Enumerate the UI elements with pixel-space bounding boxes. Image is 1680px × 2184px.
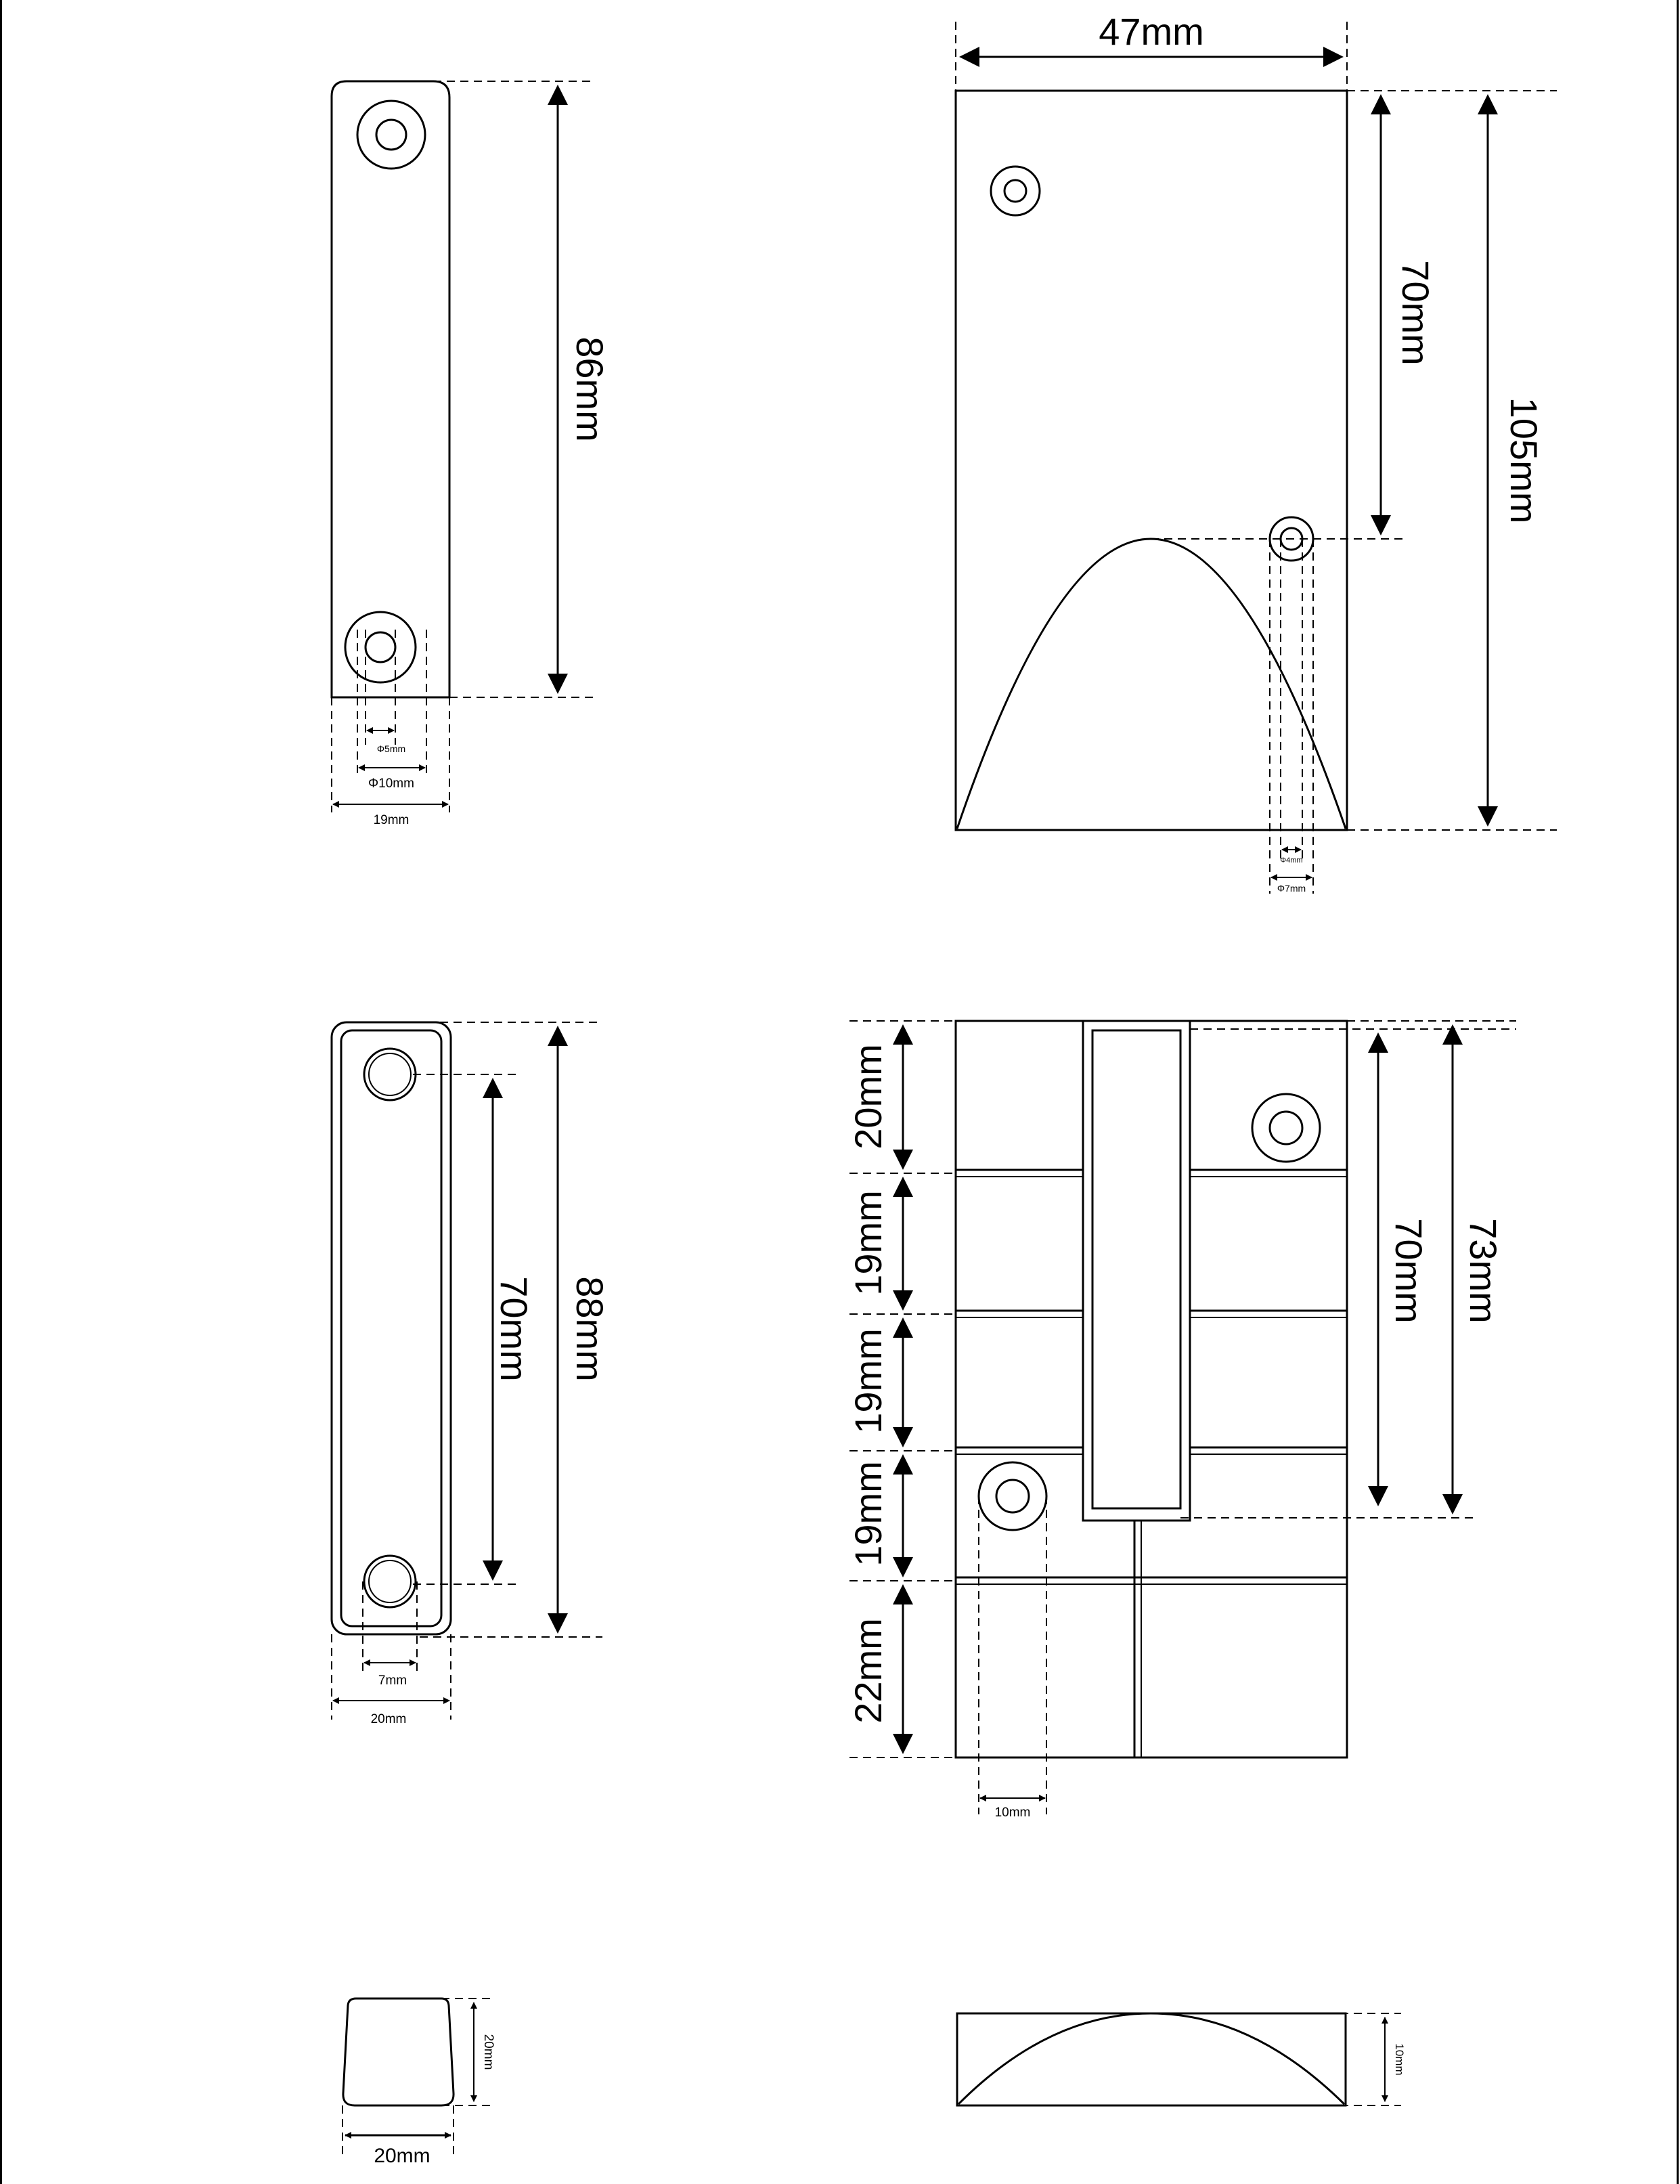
- height-label: 105mm: [1503, 397, 1545, 524]
- segment-5-label: 22mm: [847, 1618, 889, 1724]
- magnet-inner-body: [341, 1030, 441, 1626]
- height-label: 20mm: [481, 2034, 495, 2070]
- mounted-view: [847, 1021, 1516, 1820]
- segment-3-label: 19mm: [847, 1328, 889, 1434]
- hole-offset-label: 10mm: [994, 1806, 1031, 1820]
- top-hole-outer: [364, 1049, 416, 1100]
- mounted-outline: [956, 1021, 1347, 1757]
- hole-spacing-label: 70mm: [1388, 1218, 1430, 1324]
- bottom-hole-outer: [345, 612, 416, 682]
- end-view-left-body: [343, 1999, 454, 2105]
- side-view-body: [332, 81, 449, 697]
- upper-hole-outer: [1252, 1094, 1320, 1162]
- hole-spacing-label: 70mm: [1394, 260, 1437, 366]
- inner-hole-label: Φ4mm: [1280, 856, 1303, 865]
- lower-hole-outer: [979, 1462, 1046, 1530]
- segment-4-label: 19mm: [847, 1461, 889, 1567]
- inner-hole-label: Φ5mm: [376, 743, 406, 754]
- segment-2-label: 19mm: [847, 1190, 889, 1296]
- height-label: 88mm: [569, 1276, 611, 1382]
- end-view-right-body: [957, 2013, 1346, 2105]
- bottom-hole-inner: [366, 632, 395, 662]
- outer-hole-label: Φ10mm: [368, 777, 414, 791]
- top-hole-outer: [357, 101, 425, 169]
- height-label: 86mm: [569, 336, 611, 442]
- outer-hole-label: Φ7mm: [1277, 883, 1306, 894]
- hole-label: 7mm: [378, 1674, 407, 1688]
- magnet-outer: [1083, 1021, 1190, 1521]
- hole-spacing-label: 70mm: [493, 1276, 535, 1382]
- magnet-outer-body: [332, 1022, 451, 1634]
- end-view-left: [342, 1999, 495, 2167]
- height-label: 10mm: [1393, 2043, 1406, 2076]
- width-label: 47mm: [1099, 10, 1204, 53]
- side-view: [332, 81, 611, 827]
- magnet-side-view: [332, 1022, 611, 1726]
- lower-hole-inner: [996, 1480, 1029, 1512]
- end-view-right-arch: [958, 2013, 1344, 2104]
- bottom-hole-outer: [364, 1556, 416, 1607]
- width-label: 20mm: [374, 2145, 430, 2167]
- segment-1-label: 20mm: [847, 1044, 889, 1150]
- height-label: 73mm: [1462, 1218, 1505, 1324]
- magnet-inner: [1092, 1030, 1180, 1508]
- front-view: [956, 10, 1557, 894]
- top-hole-outer: [991, 167, 1040, 215]
- arch-curve: [957, 539, 1346, 829]
- end-view-right: [957, 2013, 1406, 2105]
- width-label: 19mm: [373, 813, 410, 827]
- width-label: 20mm: [370, 1712, 407, 1726]
- top-hole-inner: [376, 120, 406, 150]
- top-hole-inner: [1004, 180, 1026, 202]
- bottom-hole-inner: [369, 1560, 411, 1602]
- top-hole-inner: [369, 1053, 411, 1095]
- upper-hole-inner: [1270, 1112, 1302, 1144]
